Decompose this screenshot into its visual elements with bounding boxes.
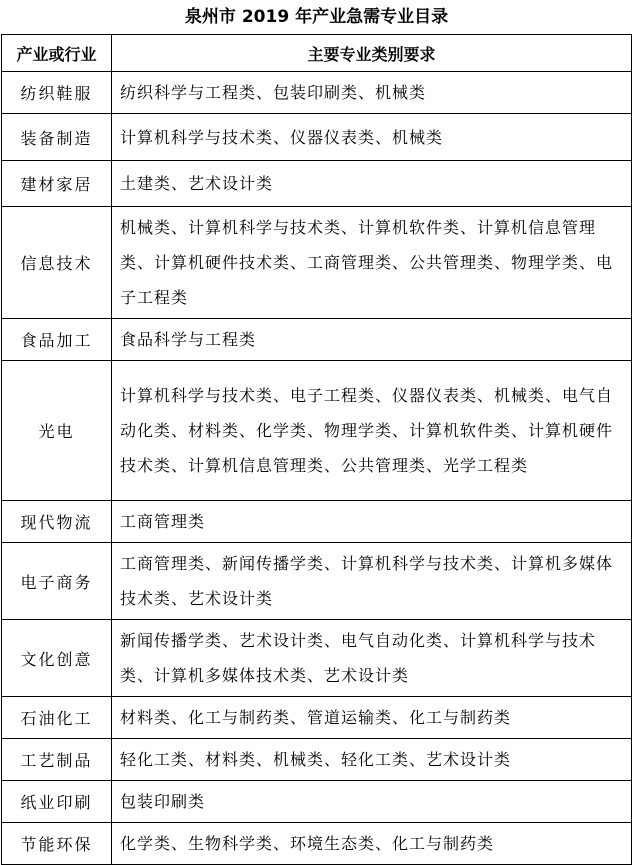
requirements-cell: 材料类、化工与制药类、管道运输类、化工与制药类 <box>112 697 632 739</box>
requirements-cell: 包装印刷类 <box>112 781 632 823</box>
table-row <box>2 823 632 865</box>
requirements-cell: 工商管理类 <box>112 501 632 543</box>
table-row <box>2 361 632 501</box>
requirements-cell: 轻化工类、材料类、机械类、轻化工类、艺术设计类 <box>112 739 632 781</box>
industry-cell: 建材家居 <box>2 161 112 207</box>
industry-cell: 光电 <box>2 361 112 501</box>
requirements-cell: 机械类、计算机科学与技术类、计算机软件类、计算机信息管理类、计算机硬件技术类、工商管理类、公共管理类、物理学类、电子工程类 <box>112 207 632 319</box>
industry-cell: 装备制造 <box>2 114 112 161</box>
table-row <box>2 620 632 697</box>
industry-cell: 现代物流 <box>2 501 112 543</box>
industry-cell: 食品加工 <box>2 319 112 361</box>
table-row <box>2 161 632 207</box>
table-header-row <box>2 35 632 72</box>
table-row <box>2 697 632 739</box>
industry-cell: 工艺制品 <box>2 739 112 781</box>
table-row <box>2 319 632 361</box>
industry-cell: 电子商务 <box>2 543 112 620</box>
industry-cell: 纸业印刷 <box>2 781 112 823</box>
table-row <box>2 739 632 781</box>
industry-cell: 文化创意 <box>2 620 112 697</box>
table-row <box>2 207 632 319</box>
industry-cell: 石油化工 <box>2 697 112 739</box>
document-title: 泉州市 2019 年产业急需专业目录 <box>184 7 449 27</box>
industry-cell: 信息技术 <box>2 207 112 319</box>
requirements-cell: 纺织科学与工程类、包装印刷类、机械类 <box>112 72 632 114</box>
industry-table <box>1 34 632 865</box>
requirements-cell: 工商管理类、新闻传播学类、计算机科学与技术类、计算机多媒体技术类、艺术设计类 <box>112 543 632 620</box>
industry-cell: 节能环保 <box>2 823 112 865</box>
industry-cell: 纺织鞋服 <box>2 72 112 114</box>
requirements-cell: 计算机科学与技术类、电子工程类、仪器仪表类、机械类、电气自动化类、材料类、化学类、物理学类、计算机软件类、计算机硬件技术类、计算机信息管理类、公共管理类、光学工程类 <box>112 361 632 501</box>
table-row <box>2 543 632 620</box>
requirements-cell: 食品科学与工程类 <box>112 319 632 361</box>
header-industry: 产业或行业 <box>2 35 112 72</box>
requirements-cell: 土建类、艺术设计类 <box>112 161 632 207</box>
table-row <box>2 501 632 543</box>
table-row <box>2 781 632 823</box>
requirements-cell: 化学类、生物科学类、环境生态类、化工与制药类 <box>112 823 632 865</box>
table-row <box>2 114 632 161</box>
header-requirements: 主要专业类别要求 <box>112 35 632 72</box>
requirements-cell: 新闻传播学类、艺术设计类、电气自动化类、计算机科学与技术类、计算机多媒体技术类、艺术设计类 <box>112 620 632 697</box>
requirements-cell: 计算机科学与技术类、仪器仪表类、机械类 <box>112 114 632 161</box>
table-row <box>2 72 632 114</box>
